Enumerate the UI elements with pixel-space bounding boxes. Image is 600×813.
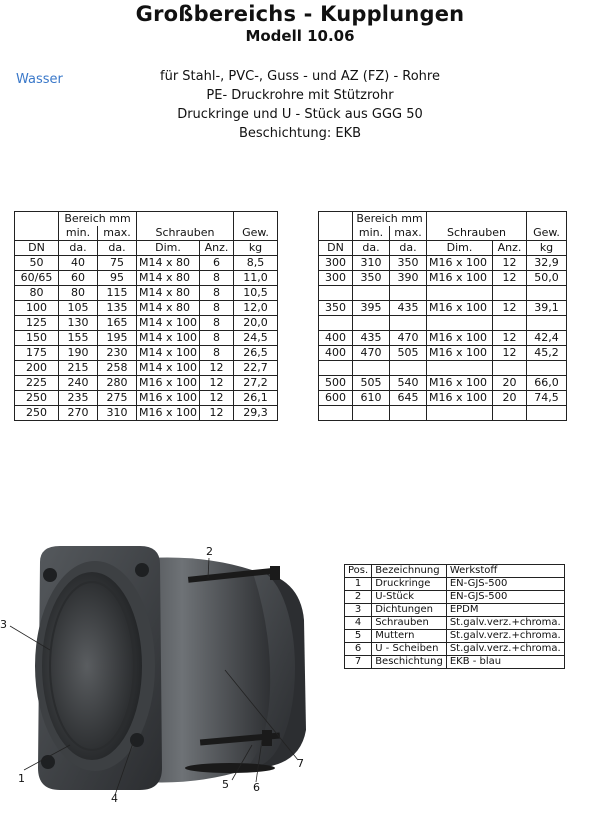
callout-2: 2 — [206, 545, 213, 558]
header-dn: DN — [319, 241, 353, 256]
table-row — [15, 301, 278, 316]
table-row — [319, 361, 567, 376]
table-cell — [493, 361, 527, 376]
table-cell: M16 x 100 — [427, 301, 493, 316]
header-da: da. — [98, 241, 137, 256]
materials-cell: St.galv.verz.+chroma. — [446, 643, 564, 656]
table-cell: 270 — [59, 406, 98, 421]
materials-cell: Dichtungen — [372, 604, 447, 617]
table-cell: M16 x 100 — [427, 391, 493, 406]
table-cell — [427, 286, 493, 301]
header-anz: Anz. — [493, 241, 527, 256]
table-cell: 600 — [319, 391, 353, 406]
table-cell: 505 — [390, 346, 427, 361]
table-cell: 350 — [319, 301, 353, 316]
table-cell — [319, 361, 353, 376]
table-cell — [390, 316, 427, 331]
materials-cell: 2 — [345, 591, 372, 604]
table-cell: 8 — [200, 316, 234, 331]
table-row — [15, 286, 278, 301]
table-cell: 12 — [493, 301, 527, 316]
table-cell: M14 x 100 — [137, 346, 200, 361]
table-cell: M16 x 100 — [427, 256, 493, 271]
header-max: max. — [98, 226, 137, 241]
table-cell — [493, 406, 527, 421]
table-cell: 215 — [59, 361, 98, 376]
table-cell: 470 — [390, 331, 427, 346]
materials-table — [344, 564, 565, 669]
materials-row — [345, 617, 565, 630]
table-cell — [427, 361, 493, 376]
table-row — [319, 391, 567, 406]
table-cell: 26,1 — [234, 391, 278, 406]
table-cell: 8 — [200, 346, 234, 361]
table-cell — [353, 316, 390, 331]
table-cell: 500 — [319, 376, 353, 391]
table-row — [319, 346, 567, 361]
header-dim: Dim. — [137, 241, 200, 256]
table-cell: 130 — [59, 316, 98, 331]
table-cell: 12 — [200, 391, 234, 406]
table-cell: 275 — [98, 391, 137, 406]
callout-7: 7 — [297, 757, 304, 770]
table-cell: 645 — [390, 391, 427, 406]
table-cell: 610 — [353, 391, 390, 406]
table-cell: 8 — [200, 301, 234, 316]
table-row — [319, 406, 567, 421]
table-cell: 12 — [493, 271, 527, 286]
table-cell: 20 — [493, 391, 527, 406]
table-row — [319, 376, 567, 391]
table-cell: 24,5 — [234, 331, 278, 346]
table-cell — [527, 286, 567, 301]
table-cell: 12 — [493, 256, 527, 271]
table-cell — [527, 316, 567, 331]
callout-4: 4 — [111, 792, 118, 805]
table-cell: M16 x 100 — [427, 346, 493, 361]
table-cell: M16 x 100 — [137, 406, 200, 421]
spec-table-left — [14, 211, 278, 421]
header-min: min. — [59, 226, 98, 241]
description-line: Druckringe und U - Stück aus GGG 50 — [177, 107, 423, 122]
table-cell: 80 — [59, 286, 98, 301]
table-row — [15, 406, 278, 421]
table-cell: 350 — [353, 271, 390, 286]
materials-cell: EN-GJS-500 — [446, 578, 564, 591]
materials-header-bezeichnung: Bezeichnung — [372, 565, 447, 578]
header-dim: Dim. — [427, 241, 493, 256]
table-cell: 8,5 — [234, 256, 278, 271]
table-cell: 10,5 — [234, 286, 278, 301]
table-cell: 50,0 — [527, 271, 567, 286]
table-cell: 150 — [15, 331, 59, 346]
table-row — [15, 346, 278, 361]
materials-cell: U - Scheiben — [372, 643, 447, 656]
header-da: da. — [390, 241, 427, 256]
table-cell: 240 — [59, 376, 98, 391]
table-cell: M14 x 80 — [137, 301, 200, 316]
materials-cell: U-Stück — [372, 591, 447, 604]
coupling-illustration — [0, 540, 340, 813]
table-row — [319, 316, 567, 331]
table-cell: 12 — [200, 361, 234, 376]
header-da: da. — [59, 241, 98, 256]
materials-row — [345, 578, 565, 591]
table-row — [319, 271, 567, 286]
table-cell: 8 — [200, 286, 234, 301]
table-cell: 74,5 — [527, 391, 567, 406]
table-row — [15, 376, 278, 391]
table-cell: M16 x 100 — [427, 331, 493, 346]
table-row — [15, 316, 278, 331]
table-cell — [493, 316, 527, 331]
table-cell: 165 — [98, 316, 137, 331]
table-row — [15, 361, 278, 376]
table-cell: 11,0 — [234, 271, 278, 286]
table-cell: 190 — [59, 346, 98, 361]
table-cell: 300 — [319, 256, 353, 271]
materials-cell: Schrauben — [372, 617, 447, 630]
materials-cell: 3 — [345, 604, 372, 617]
table-row — [319, 301, 567, 316]
table-cell — [319, 316, 353, 331]
category-label: Wasser — [16, 72, 63, 87]
table-cell: M16 x 100 — [427, 271, 493, 286]
materials-cell: 7 — [345, 656, 372, 669]
table-cell: 45,2 — [527, 346, 567, 361]
table-cell: M16 x 100 — [137, 391, 200, 406]
table-cell: M14 x 100 — [137, 316, 200, 331]
materials-cell: EPDM — [446, 604, 564, 617]
table-cell: 470 — [353, 346, 390, 361]
table-cell — [493, 286, 527, 301]
table-cell: 200 — [15, 361, 59, 376]
table-cell: 12 — [200, 406, 234, 421]
header-kg: kg — [527, 241, 567, 256]
table-cell: 40 — [59, 256, 98, 271]
header-gew: Gew. — [527, 226, 567, 241]
table-cell: 8 — [200, 271, 234, 286]
table-row — [15, 271, 278, 286]
materials-cell: St.galv.verz.+chroma. — [446, 630, 564, 643]
table-cell: M14 x 100 — [137, 331, 200, 346]
table-cell: 258 — [98, 361, 137, 376]
table-cell: 310 — [98, 406, 137, 421]
table-cell: 505 — [353, 376, 390, 391]
table-cell — [390, 286, 427, 301]
table-cell: 26,5 — [234, 346, 278, 361]
table-cell — [527, 361, 567, 376]
description — [120, 67, 480, 143]
table-cell: 80 — [15, 286, 59, 301]
materials-row — [345, 630, 565, 643]
table-row — [15, 331, 278, 346]
table-cell — [353, 361, 390, 376]
header-schrauben: Schrauben — [427, 226, 527, 241]
table-cell: 29,3 — [234, 406, 278, 421]
table-cell: 155 — [59, 331, 98, 346]
header-kg: kg — [234, 241, 278, 256]
table-cell: 310 — [353, 256, 390, 271]
table-cell: 22,7 — [234, 361, 278, 376]
table-cell — [319, 406, 353, 421]
table-cell: 250 — [15, 391, 59, 406]
table-cell: 27,2 — [234, 376, 278, 391]
table-cell: 39,1 — [527, 301, 567, 316]
table-cell: 6 — [200, 256, 234, 271]
table-cell — [527, 406, 567, 421]
materials-row — [345, 656, 565, 669]
table-cell: 280 — [98, 376, 137, 391]
materials-cell: 5 — [345, 630, 372, 643]
callout-1: 1 — [18, 772, 25, 785]
callout-5: 5 — [222, 778, 229, 791]
header-schrauben: Schrauben — [137, 226, 234, 241]
table-cell: 125 — [15, 316, 59, 331]
table-cell — [353, 406, 390, 421]
header-gew: Gew. — [234, 226, 278, 241]
materials-row — [345, 604, 565, 617]
table-cell: 400 — [319, 346, 353, 361]
table-cell: 175 — [15, 346, 59, 361]
table-cell: M14 x 80 — [137, 271, 200, 286]
table-cell: 60 — [59, 271, 98, 286]
materials-cell: 1 — [345, 578, 372, 591]
description-line: für Stahl-, PVC-, Guss - und AZ (FZ) - Rohre — [160, 69, 440, 84]
table-cell: 12 — [200, 376, 234, 391]
table-cell: 95 — [98, 271, 137, 286]
table-cell: 60/65 — [15, 271, 59, 286]
table-cell: 250 — [15, 406, 59, 421]
table-cell — [427, 316, 493, 331]
spec-table-right — [318, 211, 567, 421]
table-cell: 235 — [59, 391, 98, 406]
header-da: da. — [353, 241, 390, 256]
table-cell: M14 x 80 — [137, 256, 200, 271]
table-cell: 135 — [98, 301, 137, 316]
table-cell: 350 — [390, 256, 427, 271]
table-cell: 75 — [98, 256, 137, 271]
table-cell: M16 x 100 — [137, 376, 200, 391]
table-cell: 540 — [390, 376, 427, 391]
table-cell — [427, 406, 493, 421]
header-bereich: Bereich mm — [59, 212, 137, 227]
header-anz: Anz. — [200, 241, 234, 256]
table-cell: M14 x 80 — [137, 286, 200, 301]
table-cell: 66,0 — [527, 376, 567, 391]
table-cell: 435 — [390, 301, 427, 316]
materials-cell: 4 — [345, 617, 372, 630]
header-max: max. — [390, 226, 427, 241]
table-cell: M16 x 100 — [427, 376, 493, 391]
table-row — [15, 256, 278, 271]
table-cell: 42,4 — [527, 331, 567, 346]
table-cell — [390, 361, 427, 376]
table-cell — [390, 406, 427, 421]
table-cell: 100 — [15, 301, 59, 316]
materials-cell: 6 — [345, 643, 372, 656]
table-cell — [353, 286, 390, 301]
callout-3: 3 — [0, 618, 7, 631]
materials-cell: EKB - blau — [446, 656, 564, 669]
table-cell: 32,9 — [527, 256, 567, 271]
table-cell: 400 — [319, 331, 353, 346]
header-dn: DN — [15, 241, 59, 256]
materials-header-werkstoff: Werkstoff — [446, 565, 564, 578]
description-line: PE- Druckrohre mit Stützrohr — [206, 88, 394, 103]
table-cell: 115 — [98, 286, 137, 301]
table-cell: 435 — [353, 331, 390, 346]
materials-row — [345, 643, 565, 656]
table-cell: 390 — [390, 271, 427, 286]
materials-cell: Muttern — [372, 630, 447, 643]
table-cell: 12 — [493, 331, 527, 346]
table-row — [319, 286, 567, 301]
table-cell: 12,0 — [234, 301, 278, 316]
materials-cell: EN-GJS-500 — [446, 591, 564, 604]
table-cell: 20,0 — [234, 316, 278, 331]
table-cell: M14 x 100 — [137, 361, 200, 376]
header-bereich: Bereich mm — [353, 212, 427, 227]
table-cell: 195 — [98, 331, 137, 346]
materials-header-pos: Pos. — [345, 565, 372, 578]
table-cell: 395 — [353, 301, 390, 316]
model-subtitle: Modell 10.06 — [245, 27, 355, 45]
table-cell: 230 — [98, 346, 137, 361]
table-row — [15, 391, 278, 406]
callout-6: 6 — [253, 781, 260, 794]
table-cell: 8 — [200, 331, 234, 346]
table-cell: 12 — [493, 346, 527, 361]
table-cell — [319, 286, 353, 301]
table-row — [319, 256, 567, 271]
table-cell: 225 — [15, 376, 59, 391]
table-cell: 50 — [15, 256, 59, 271]
table-cell: 105 — [59, 301, 98, 316]
description-line: Beschichtung: EKB — [238, 126, 362, 141]
table-cell: 20 — [493, 376, 527, 391]
header-min: min. — [353, 226, 390, 241]
table-cell: 300 — [319, 271, 353, 286]
materials-cell: St.galv.verz.+chroma. — [446, 617, 564, 630]
page-title: Großbereichs - Kupplungen — [135, 2, 465, 26]
materials-cell: Beschichtung — [372, 656, 447, 669]
materials-cell: Druckringe — [372, 578, 447, 591]
materials-row — [345, 591, 565, 604]
table-row — [319, 331, 567, 346]
